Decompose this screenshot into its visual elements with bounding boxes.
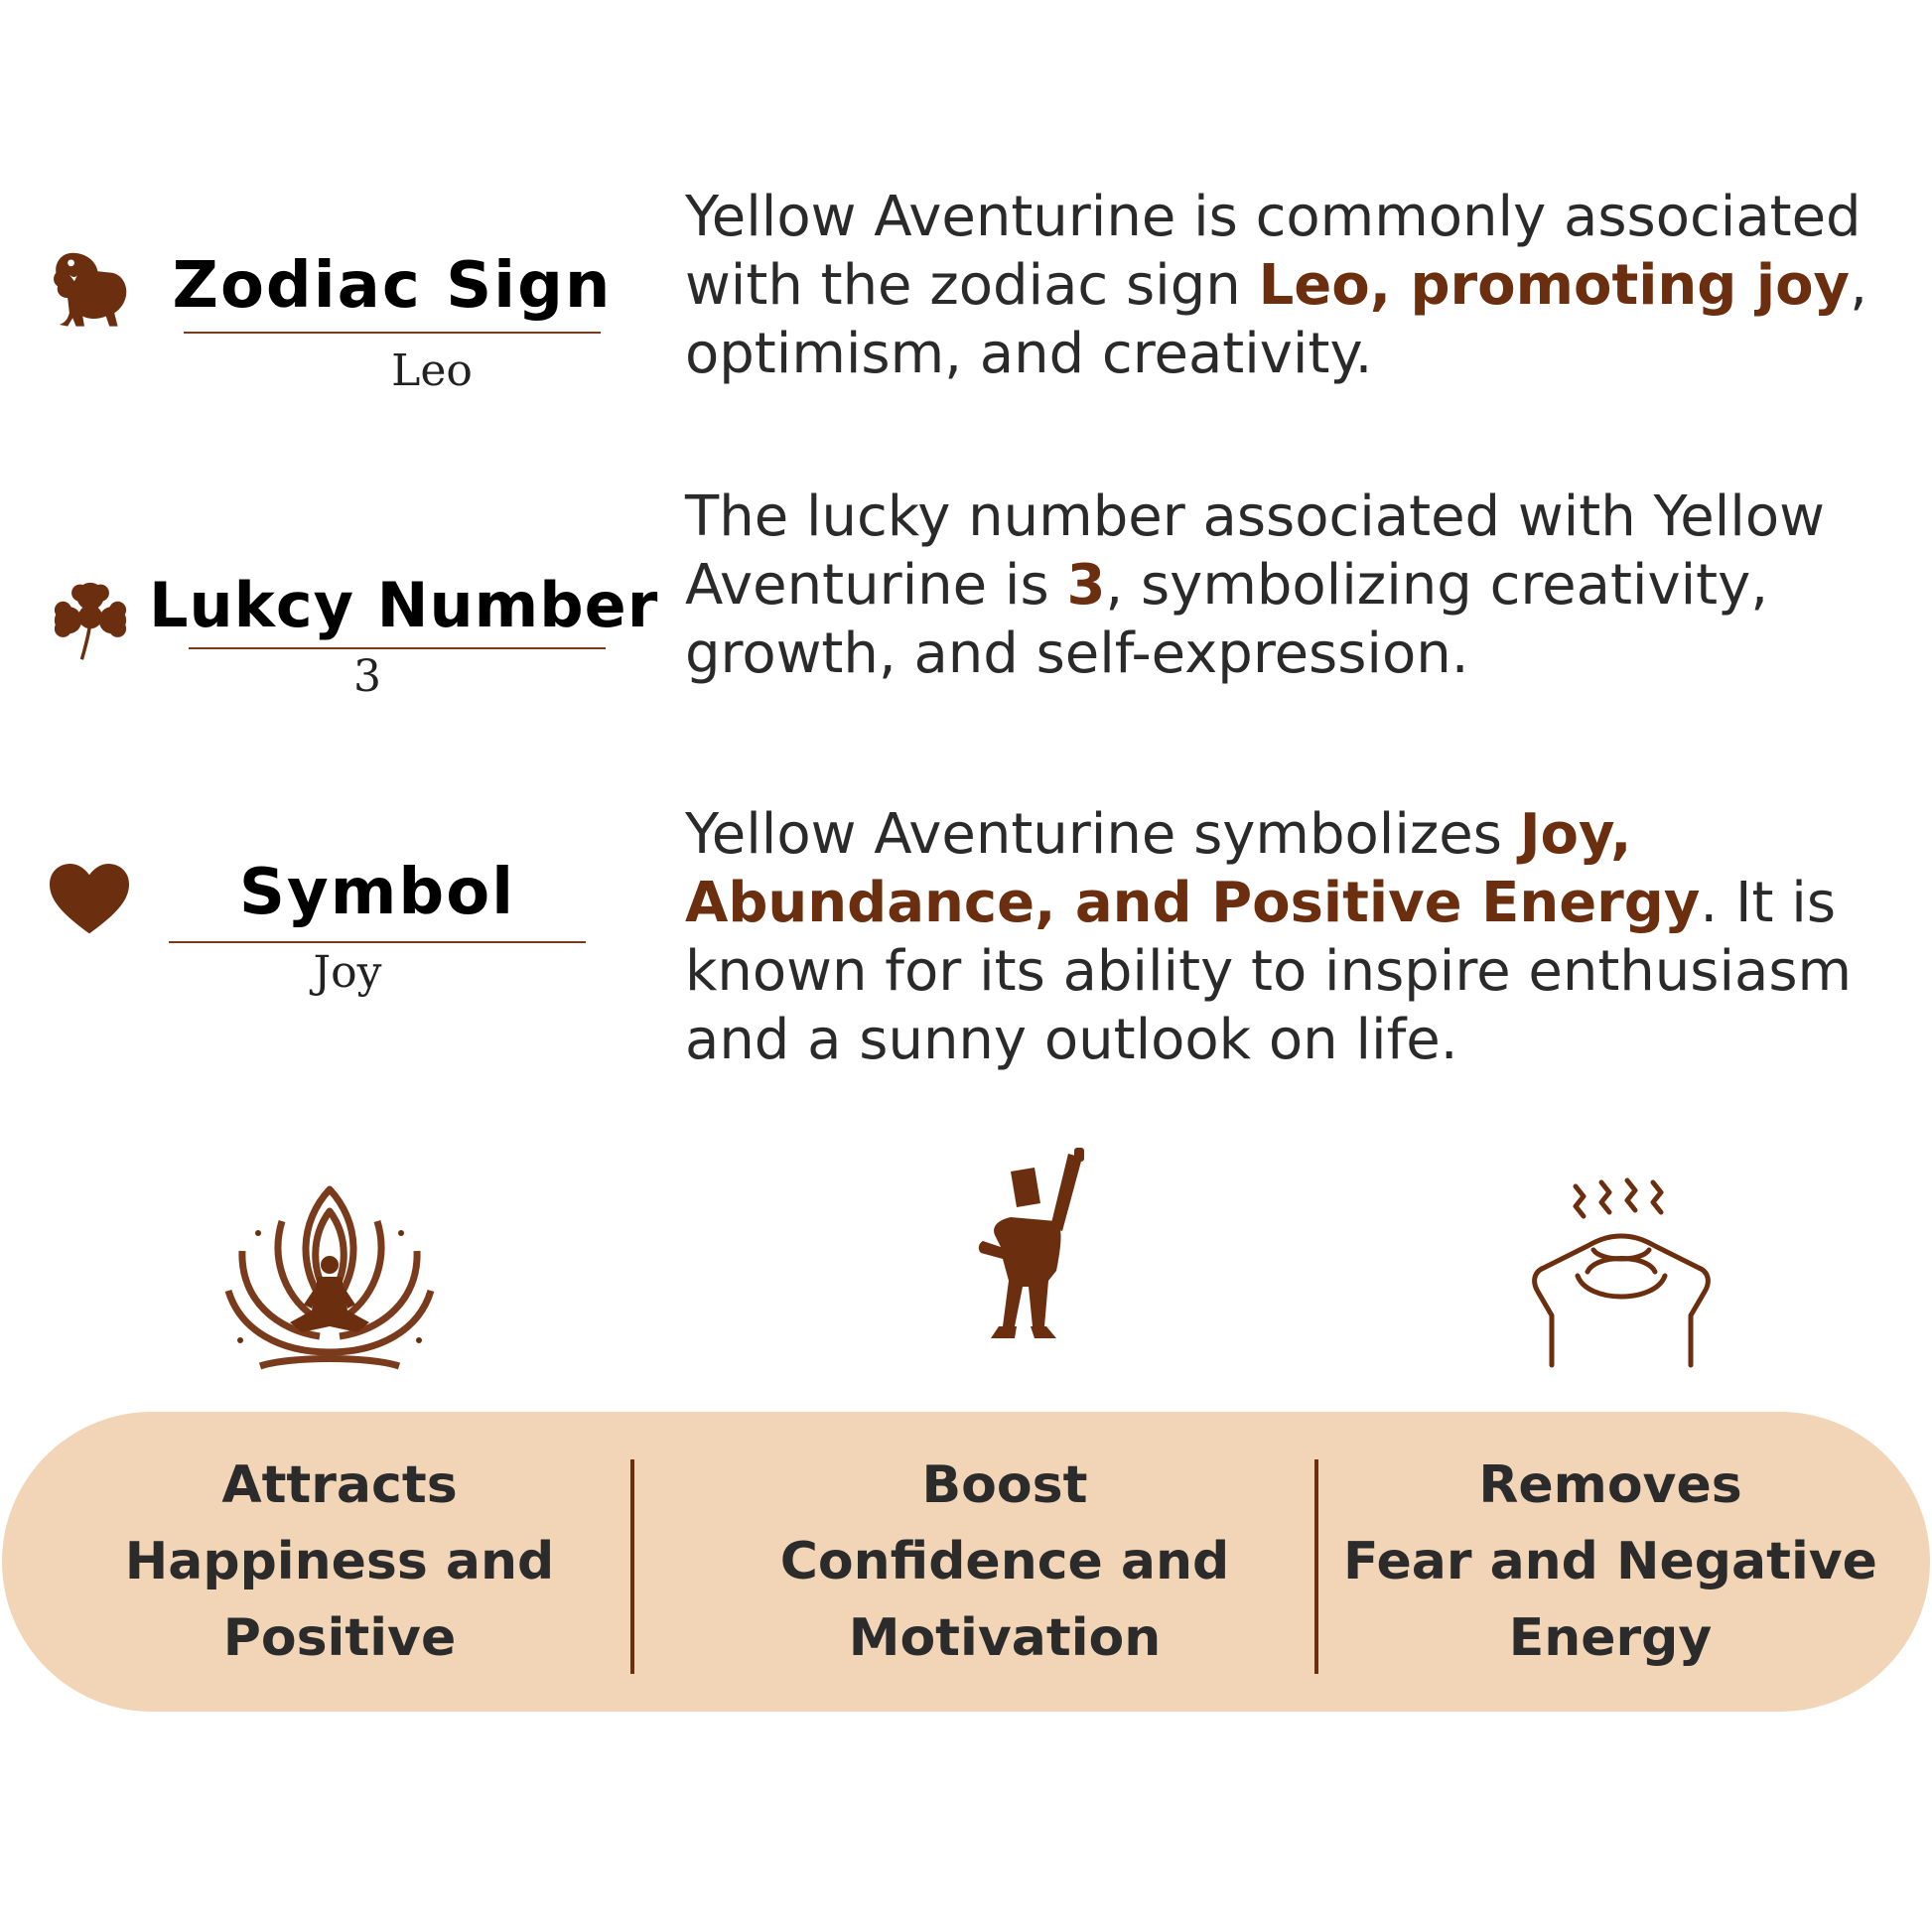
band-divider — [1314, 1459, 1318, 1674]
row-title: Symbol — [238, 856, 516, 929]
benefit-line: Motivation — [848, 1607, 1162, 1668]
benefit-line: Energy — [1508, 1607, 1713, 1668]
desc-highlight: Joy, Abundance, and Positive Energy — [685, 802, 1701, 935]
heart-icon — [50, 864, 129, 935]
desc-highlight: 3 — [1066, 553, 1106, 618]
symbol-label-block — [169, 850, 586, 998]
band-divider — [630, 1459, 634, 1674]
benefit-line: Happiness and — [124, 1531, 555, 1591]
benefit-line: Positive — [222, 1607, 457, 1668]
row-description — [685, 800, 1916, 1074]
benefit-line: Attracts — [221, 1454, 458, 1515]
benefit-confidence — [677, 1412, 1332, 1712]
row-title: Zodiac Sign — [172, 249, 613, 323]
benefits-band — [2, 1412, 1930, 1712]
desc-text: , symbolizing creativity, growth, and self-expression. — [685, 553, 1769, 686]
benefit-happiness — [71, 1412, 608, 1712]
benefit-fear-removal — [1332, 1412, 1888, 1712]
benefit-line: Boost — [921, 1454, 1088, 1515]
benefit-line: Removes — [1478, 1454, 1742, 1515]
row-title: Lukcy Number — [149, 569, 659, 641]
benefit-line: Confidence and — [779, 1531, 1230, 1591]
desc-text: The lucky number associated with Yellow Aventurine is — [685, 484, 1825, 618]
stress-relief-icon — [1532, 1176, 1711, 1375]
desc-text: . It is known for its ability to inspire enthusiasm and a sunny outlook on life. — [685, 871, 1853, 1072]
row-value: Joy — [313, 947, 382, 998]
desc-text: , optimism, and creativity. — [685, 253, 1867, 386]
row-value: Leo — [391, 345, 473, 396]
row-value: 3 — [353, 651, 381, 702]
desc-highlight: Leo, promoting joy — [1258, 253, 1851, 318]
benefit-line: Fear and Negative — [1343, 1531, 1877, 1591]
desc-text: Yellow Aventurine is commonly associated with the zodiac sign — [685, 185, 1862, 318]
meditation-lotus-icon — [220, 1181, 439, 1380]
confident-person-icon — [971, 1132, 1090, 1380]
desc-text: Yellow Aventurine symbolizes — [685, 802, 1520, 867]
title-underline — [169, 941, 586, 943]
